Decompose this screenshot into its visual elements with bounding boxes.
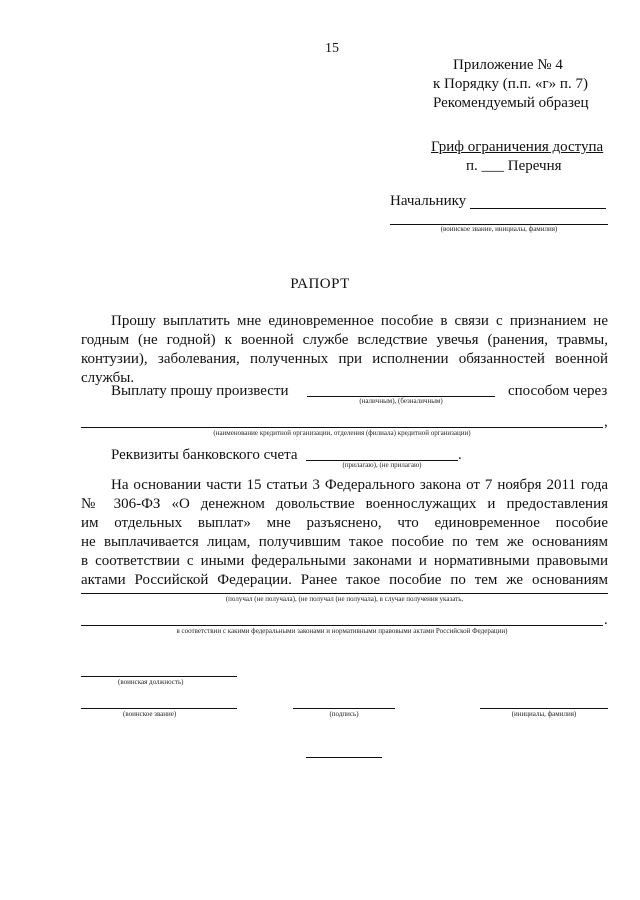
bank-name-caption: (наименование кредитной организации, отделения (филиала) кредитной организации) [213,429,471,437]
access-item-blank: ___ [481,158,505,174]
addressee-label: Начальнику [390,193,467,209]
received-line-1 [81,593,608,594]
name-caption: (инициалы, фамилия) [511,710,577,718]
bank-comma: , [604,414,608,430]
page-number: 15 [325,41,339,56]
document-title: РАПОРТ [290,276,350,292]
name-line [480,708,608,709]
law-line-3: им отдельных выплат» мне разъяснено, что единовременное пособие [81,515,608,531]
law-line-5: в соответствии с иными федеральными законами и нормативными правовыми [81,553,608,569]
addressee-caption: (воинское звание, инициалы, фамилия) [440,225,558,233]
payment-lead: Выплату прошу произвести [111,383,289,399]
law-line-1: На основании части 15 статьи 3 Федерального закона от 7 ноября 2011 года [111,477,608,493]
order-reference: к Порядку (п.п. «г» п. 7) [433,76,588,92]
access-item-prefix: п. [466,158,478,174]
closing-rule [306,757,382,758]
sample-label: Рекомендуемый образец [433,95,589,111]
bank-name-line [81,427,603,428]
sign-caption: (подпись) [329,710,359,718]
law-line-4: не выплачивается лицам, получившим такое пособие по тем же основаниям [81,534,608,550]
access-stamp: Гриф ограничения доступа [431,139,604,155]
position-line [81,676,237,677]
law-line-6: актами Российской Федерации. Ранее такое пособие по тем же основаниям [81,572,608,588]
account-caption: (прилагаю), (не прилагаю) [342,461,422,469]
received-caption-1: (получал (не получала), (не получал (не получала), в случае получения указать, [225,595,464,603]
position-caption: (воинская должность) [118,678,184,686]
sign-line [293,708,395,709]
account-dot: . [458,447,462,463]
rank-caption: (воинское звание) [123,710,177,718]
received-caption-2: в соответствии с какими федеральными законами и нормативными правовыми актами Российской Федерации) [176,627,508,635]
request-paragraph: Прошу выплатить мне единовременное пособие в связи с признанием не годным (не годной) к военной службе вследствие увечья (ранения, травмы, контузии), заболевания, полученных при исполнении обязанностей военной службы. [81,313,608,386]
received-line-2 [81,625,603,626]
law-line-2: № 306-ФЗ «О денежном довольствие военнослужащих и предоставления [81,496,608,512]
access-item-suffix: Перечня [507,158,562,174]
rank-line [81,708,237,709]
payment-tail: способом через [508,383,608,399]
addressee-line [470,208,606,209]
appendix-label: Приложение № 4 [453,57,563,73]
received-dot: . [604,612,608,628]
account-label: Реквизиты банковского счета [111,447,298,463]
access-item [466,157,562,176]
payment-method-caption: (наличным), (безналичным) [359,397,443,405]
